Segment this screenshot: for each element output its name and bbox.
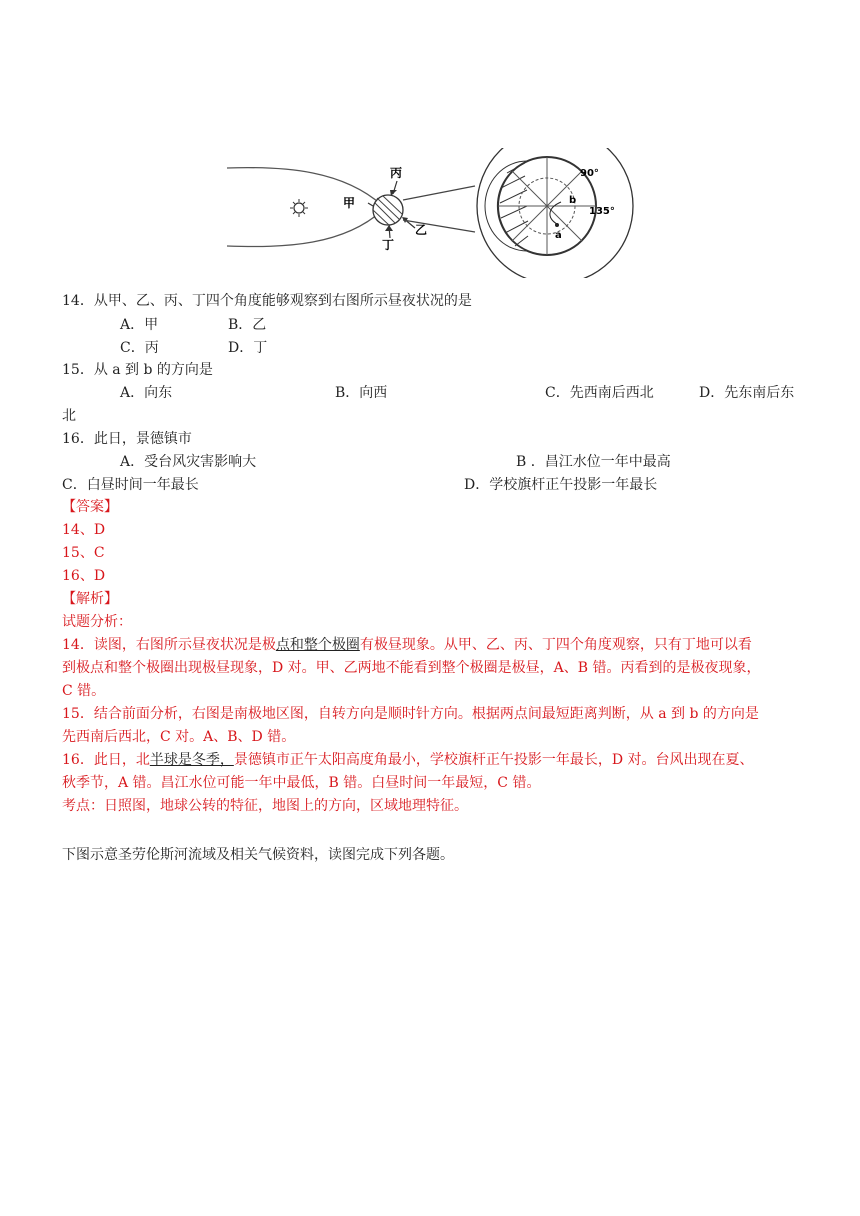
q15-option-c: C．先西南后西北 bbox=[545, 385, 654, 401]
label-a: a bbox=[555, 230, 562, 241]
answer-item: 16、D bbox=[62, 568, 106, 584]
q14-option-a: A．甲 bbox=[120, 317, 159, 333]
q16-option-c: C．白昼时间一年最长 bbox=[62, 477, 199, 493]
label-bing: 丙 bbox=[390, 166, 403, 180]
orbit-polar-figure bbox=[225, 148, 635, 278]
analysis-p16-line1: 16．此日，北半球是冬季，景德镇市正午太阳高度角最小，学校旗杆正午投影一年最长，D 对。台风出现在夏、 bbox=[62, 752, 754, 768]
q14-option-b: B．乙 bbox=[228, 317, 267, 333]
analysis-p14-line3: C 错。 bbox=[62, 683, 106, 699]
q16-option-b: B ．昌江水位一年中最高 bbox=[516, 454, 671, 470]
next-section-intro: 下图示意圣劳伦斯河流域及相关气候资料，读图完成下列各题。 bbox=[62, 847, 454, 863]
q16-option-a: A．受台风灾害影响大 bbox=[120, 454, 257, 470]
label-jia: 甲 bbox=[343, 196, 356, 210]
orbit-path bbox=[227, 168, 385, 247]
label-yi: 乙 bbox=[415, 223, 428, 237]
q16-stem: 16．此日，景德镇市 bbox=[62, 431, 192, 447]
q14-option-d: D．丁 bbox=[228, 340, 268, 356]
q14-stem: 14．从甲、乙、丙、丁四个角度能够观察到右图所示昼夜状况的是 bbox=[62, 293, 472, 309]
analysis-p16-line2: 秋季节，A 错。昌江水位可能一年中最低，B 错。白昼时间一年最短，C 错。 bbox=[62, 775, 541, 791]
analysis-p14-line2: 到极点和整个极圈出现极昼现象，D 对。甲、乙两地不能看到整个极圈是极昼，A、B 错。丙看到的是极夜现象， bbox=[62, 660, 761, 676]
q15-option-d: D．先东南后东 bbox=[699, 385, 795, 401]
analysis-p15-line2: 先西南后西北，C 对。A、B、D 错。 bbox=[62, 729, 296, 745]
q15-option-b: B．向西 bbox=[335, 385, 388, 401]
analysis-subheading: 试题分析： bbox=[62, 614, 132, 630]
analysis-heading: 【解析】 bbox=[62, 591, 118, 607]
q16-option-d: D．学校旗杆正午投影一年最长 bbox=[464, 477, 658, 493]
label-b: b bbox=[569, 195, 577, 206]
sun-icon bbox=[290, 199, 308, 217]
label-ding: 丁 bbox=[382, 238, 395, 252]
label-deg90: 90° bbox=[580, 168, 599, 179]
analysis-p15-line1: 15．结合前面分析，右图是南极地区图，自转方向是顺时针方向。根据两点间最短距离判断，从 a 到 b 的方向是 bbox=[62, 706, 759, 722]
answer-heading: 【答案】 bbox=[62, 499, 118, 515]
analysis-kaodian: 考点：日照图，地球公转的特征，地图上的方向，区域地理特征。 bbox=[62, 798, 468, 814]
label-deg135: 135° bbox=[589, 206, 615, 217]
q15-option-d-wrap: 北 bbox=[62, 408, 76, 424]
answer-item: 14、D bbox=[62, 522, 106, 538]
earth-small bbox=[373, 195, 403, 226]
q15-stem: 15．从 a 到 b 的方向是 bbox=[62, 362, 213, 378]
q15-option-a: A．向东 bbox=[120, 385, 173, 401]
q14-option-c: C．丙 bbox=[120, 340, 159, 356]
analysis-p14-line1: 14．读图，右图所示昼夜状况是极点和整个极圈有极昼现象。从甲、乙、丙、丁四个角度观察，只有丁地可以看 bbox=[62, 637, 752, 653]
answer-item: 15、C bbox=[62, 545, 105, 561]
